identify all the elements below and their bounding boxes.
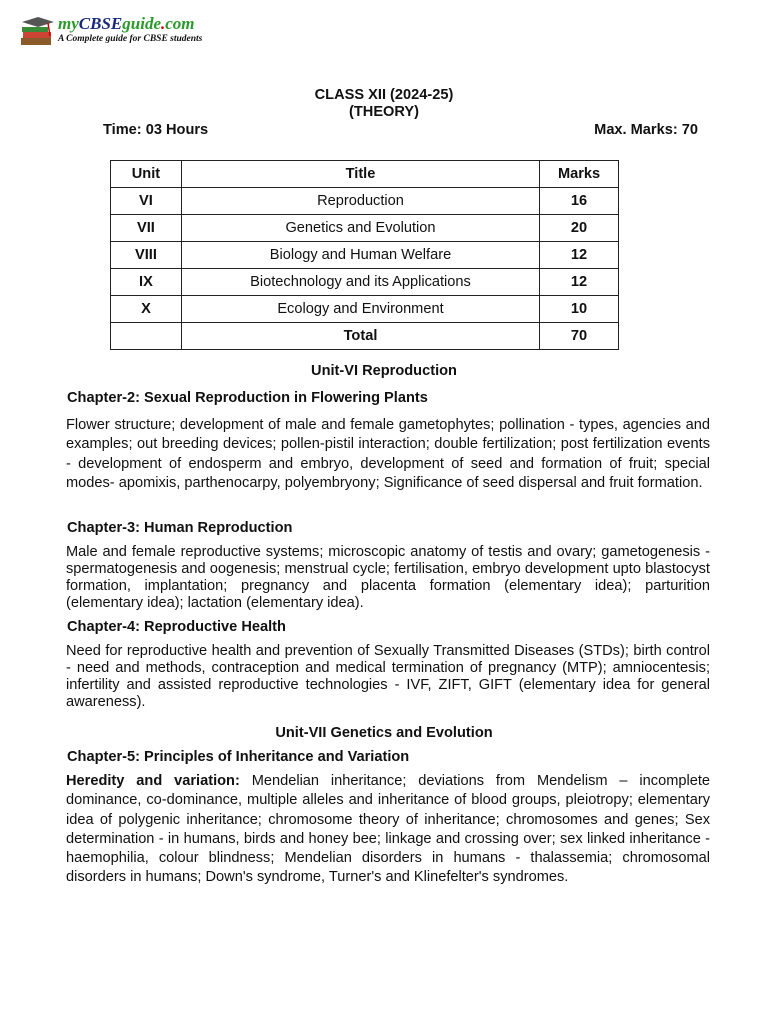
marks-cell: 12 xyxy=(540,242,619,269)
empty-cell xyxy=(111,323,182,350)
time-label: Time: 03 Hours xyxy=(103,122,209,138)
unit-vii-heading: Unit-VII Genetics and Evolution xyxy=(275,725,493,741)
max-marks-label: Max. Marks: 70 xyxy=(594,122,698,138)
header-unit: Unit xyxy=(111,161,182,188)
books-icon xyxy=(18,16,56,48)
total-marks: 70 xyxy=(540,323,619,350)
title-cell: Genetics and Evolution xyxy=(181,215,539,242)
chapter-3-heading: Chapter-3: Human Reproduction xyxy=(67,520,293,536)
title-cell: Biology and Human Welfare xyxy=(181,242,539,269)
table-row xyxy=(111,269,619,296)
header-title: Title xyxy=(181,161,539,188)
unit-cell: X xyxy=(111,296,182,323)
table-header-row xyxy=(111,161,619,188)
chapter-3-text: Male and female reproductive systems; microscopic anatomy of testis and ovary; gametogenesis -spermatogenesis and oogenesis; menstrual cycle; fertilisation, embryo development upto blastocyst formation, implantation; pregnancy and placenta formation (elementary idea); parturition (elementary idea); lactation (elementary idea). xyxy=(66,544,710,611)
marks-cell: 12 xyxy=(540,269,619,296)
title-cell: Biotechnology and its Applications xyxy=(181,269,539,296)
marks-table xyxy=(110,160,619,350)
chapter-4-heading: Chapter-4: Reproductive Health xyxy=(67,619,286,635)
unit-cell: VII xyxy=(111,215,182,242)
title-cell: Ecology and Environment xyxy=(181,296,539,323)
marks-cell: 10 xyxy=(540,296,619,323)
heredity-lead: Heredity and variation: xyxy=(66,773,240,789)
marks-cell: 20 xyxy=(540,215,619,242)
table-row xyxy=(111,215,619,242)
chapter-5-heading: Chapter-5: Principles of Inheritance and Variation xyxy=(67,749,410,765)
chapter-5-text xyxy=(66,772,710,888)
table-row xyxy=(111,296,619,323)
class-heading: CLASS XII (2024-25) xyxy=(314,87,454,103)
chapter-4-text: Need for reproductive health and prevention of Sexually Transmitted Diseases (STDs); birth control - need and methods, contraception and medical termination of pregnancy (MTP); amniocentesis; infertility and assisted reproductive technologies - IVF, ZIFT, GIFT (elementary idea for general awareness). xyxy=(66,643,710,710)
table-row xyxy=(111,242,619,269)
logo-tagline: A Complete guide for CBSE students xyxy=(58,34,203,44)
marks-cell: 16 xyxy=(540,188,619,215)
chapter-2-heading: Chapter-2: Sexual Reproduction in Flowering Plants xyxy=(67,390,428,406)
unit-vi-heading: Unit-VI Reproduction xyxy=(311,363,457,379)
unit-cell: VIII xyxy=(111,242,182,269)
theory-heading: (THEORY) xyxy=(349,104,419,120)
mycbseguide-logo: myCBSEguide.com A Complete guide for CBSE students xyxy=(18,14,218,50)
header-marks: Marks xyxy=(540,161,619,188)
table-row xyxy=(111,188,619,215)
unit-cell: IX xyxy=(111,269,182,296)
title-cell: Reproduction xyxy=(181,188,539,215)
table-total-row xyxy=(111,323,619,350)
unit-cell: VI xyxy=(111,188,182,215)
total-label: Total xyxy=(181,323,539,350)
chapter-2-text: Flower structure; development of male and female gametophytes; pollination - types, agencies and examples; out breeding devices; pollen-pistil interaction; double fertilization; post fertilization events - development of endosperm and embryo, development of seed and formation of fruit; special modes- apomixis, parthenocarpy, polyembryony; Significance of seed dispersal and fruit formation. xyxy=(66,417,710,492)
heredity-text: Mendelian inheritance; deviations from Mendelism – incomplete dominance, co-dominance, multiple alleles and inheritance of blood groups, pleiotropy; elementary idea of polygenic inheritance; chromosome theory of inheritance; chromosomes and genes; Sex determination - in humans, birds and honey bee; linkage and crossing over; sex linked inheritance - haemophilia, colour blindness; Mendelian disorders in humans - thalassemia; chromosomal disorders in humans; Down's syndrome, Turner's and Klinefelter's syndromes. xyxy=(66,773,710,886)
